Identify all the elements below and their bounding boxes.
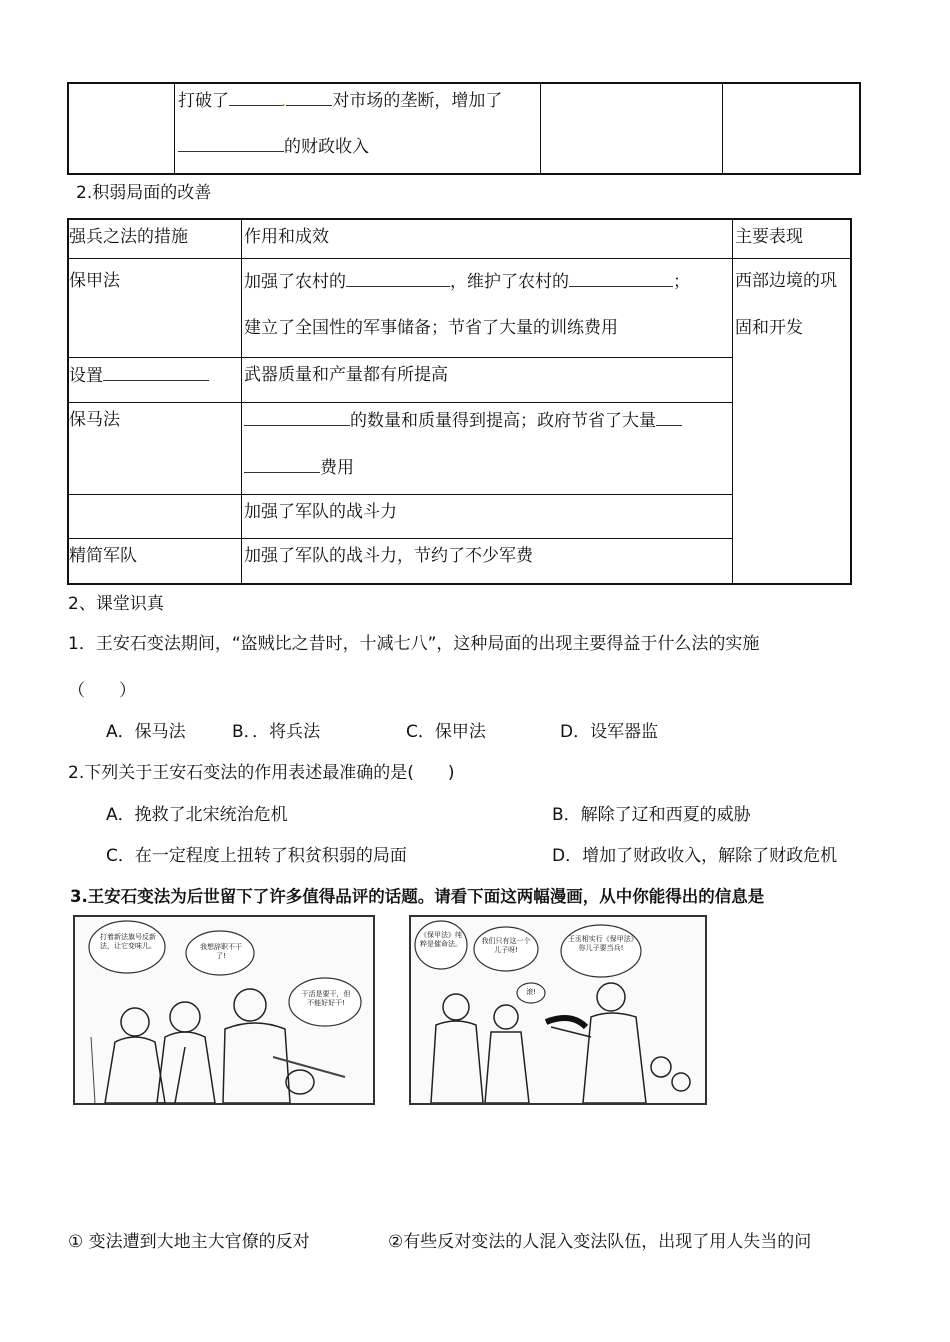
cartoon2-bubble-3: 滚! [526,988,536,996]
cartoon1-bubble-2: 我想辞职不干了! [200,943,242,960]
table2-header-effect: 作用和成效 [244,227,329,247]
q1-option-c: C．保甲法 [406,722,486,742]
section2-title: 2、课堂识真 [68,594,164,614]
blank [656,409,682,426]
blank [286,89,332,106]
q2-option-b: B．解除了辽和西夏的威胁 [552,805,751,825]
table2-header-performance: 主要表现 [735,227,803,247]
q1-option-b: B．．将兵法 [232,722,321,742]
table2-row3-effect-line2: 费用 [244,456,354,479]
blank [569,270,673,287]
q1-text: 1．王安石变法期间，“盗贼比之昔时，十减七八”，这种局面的出现主要得益于什么法的实施 [68,634,760,654]
table2-row-divider [67,258,852,259]
q2-option-a: A．挽救了北宋统治危机 [106,805,288,825]
table2-row-divider [67,494,733,495]
dot-mark: . [281,91,287,111]
table2-main-performance-2: 固和开发 [735,318,803,338]
blank [346,270,450,287]
table2-row4-effect: 加强了军队的战斗力 [244,502,397,522]
q2-option-d: D．增加了财政收入，解除了财政危机 [552,846,838,866]
table2-row3-measure: 保马法 [69,410,120,430]
q1-option-d: D．设军器监 [560,722,659,742]
table2-row-divider [67,538,733,539]
table1-line1: 打破了 . 对市场的垄断，增加了 [178,91,503,111]
table2-row1-measure: 保甲法 [69,271,120,291]
table2-main-performance-1: 西部边境的巩 [735,271,837,291]
cartoon2-bubble-1: 《保甲法》纯粹是催命法。 [420,931,462,948]
section-title: 2.积弱局面的改善 [76,183,212,203]
q1-option-a: A．保马法 [106,722,186,742]
statement-1: ① 变法遭到大地主大官僚的反对 [68,1232,310,1252]
table2-row1-effect-line1: 加强了农村的 ，维护了农村的 ； [244,272,690,292]
blank [178,135,284,152]
table2-row5-effect: 加强了军队的战斗力，节约了不少军费 [244,546,533,566]
statement-2: ②有些反对变法的人混入变法队伍，出现了用人失当的问 [388,1232,812,1252]
table2-row2-effect: 武器质量和产量都有所提高 [244,365,448,385]
cartoon1-bubble-3: 干活是要干，但不能好好干! [301,990,351,1007]
q2-option-c: C．在一定程度上扭转了积贫积弱的局面 [106,846,407,866]
table1-line2: 的财政收入 [178,135,369,158]
table1-col-divider [174,82,175,175]
table2-header-measure: 强兵之法的措施 [69,227,188,247]
blank [229,89,283,106]
cartoon1-bubble-1: 打着新法旗号反新法，让它变味儿。 [100,933,156,950]
blank [244,409,350,426]
blank [244,456,320,473]
q2-text: 2.下列关于王安石变法的作用表述最准确的是( ) [68,763,455,783]
table1-col-divider [540,82,541,175]
table2-row-divider [67,402,733,403]
table2-row1-effect-line2: 建立了全国性的军事储备；节省了大量的训练费用 [244,318,618,338]
q3-text: 3.王安石变法为后世留下了许多值得品评的话题。请看下面这两幅漫画，从中你能得出的信息是 [70,887,765,906]
cartoon2-bubble-2: 我们只有这一个儿子呀! [481,937,531,954]
table2-row5-measure: 精简军队 [69,546,137,566]
cartoon2-bubble-4: 王丞相实行《保甲法》你儿子要当兵! [567,935,635,952]
table2-row-divider [67,357,733,358]
cartoon-image-1 [73,915,375,1105]
cartoon-image-2 [409,915,707,1105]
table1-col-divider [722,82,723,175]
q1-bracket: （ ） [68,681,136,701]
blank [103,364,209,381]
table2-row2-measure: 设置 [69,364,209,387]
table2-row3-effect-line1: 的数量和质量得到提高；政府节省了大量 [244,409,682,432]
